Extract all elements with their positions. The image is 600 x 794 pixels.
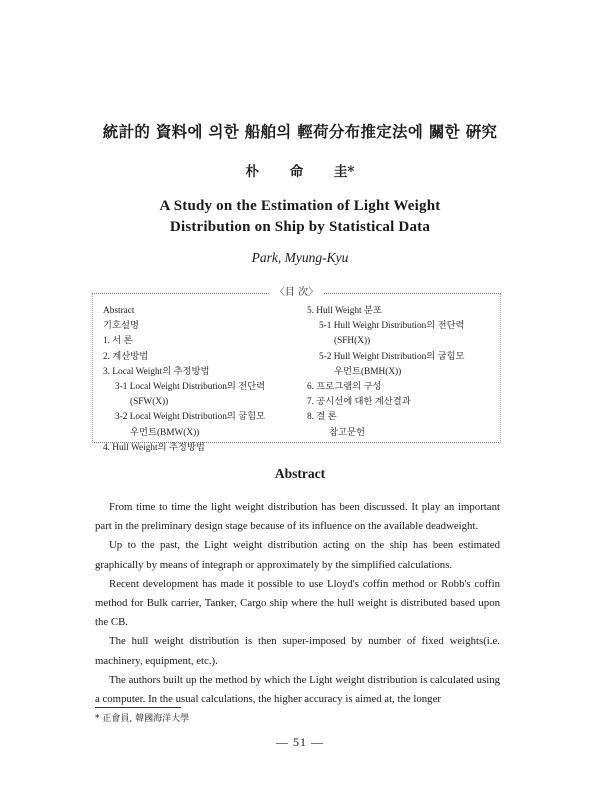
- table-of-contents: [92, 287, 501, 453]
- title-en-line-1: A Study on the Estimation of Light Weight: [159, 198, 441, 214]
- author-name-english: Park, Myung-Kyu: [251, 250, 349, 265]
- toc-item: 6. 프로그램의 구성: [307, 382, 382, 393]
- toc-item: 우먼트(BMH(X)): [334, 366, 402, 377]
- abstract-paragraph: The hull weight distribution is then super-imposed by number of fixed weights(i.e. machinery, equipment, etc.).: [95, 635, 500, 667]
- toc-right-column: [307, 304, 497, 441]
- toc-heading: 〈目 次〉: [269, 287, 324, 298]
- toc-item: 7. 공시선에 대한 계산결과: [307, 397, 411, 408]
- author-name-korean: 朴 命 圭*: [245, 164, 355, 180]
- footnote: * 正會員, 韓國海洋大學: [95, 714, 190, 724]
- page-number: — 51 —: [276, 735, 324, 749]
- abstract-paragraph: Recent development has made it possible to use Lloyd's coffin method or Robb's coffin method for Bulk carrier, Tanker, Cargo ship where the hull weight is distributed based upon the CB.: [95, 577, 500, 629]
- toc-item: (SFW(X)): [130, 397, 169, 408]
- toc-item: 3-1 Local Weight Distribution의 전단력: [115, 382, 266, 393]
- paper-title-korean: 統計的 資料에 의한 船舶의 輕荷分布推定法에 關한 硏究: [102, 122, 498, 141]
- abstract-paragraph: From time to time the light weight distribution has been discussed. It play an important part in the preliminary design stage because of its influence on the available deadweight.: [95, 501, 500, 533]
- footnote-rule: [95, 707, 181, 708]
- toc-item: 5. Hull Weight 분포: [307, 306, 382, 316]
- toc-item: 참고문헌: [329, 427, 365, 438]
- toc-item: 3. Local Weight의 추정방법: [103, 366, 210, 377]
- abstract-paragraph: The authors built up the method by which the Light weight distribution is calculated using a computer. In the usual calculations, the higher accuracy is aimed at, the longer: [95, 673, 500, 706]
- toc-item: 8. 결 론: [307, 412, 337, 423]
- paper-title-english: [0, 196, 600, 238]
- toc-item: (SFH(X)): [334, 336, 371, 347]
- toc-item: 5-2 Hull Weight Distribution의 굽힘모: [319, 351, 465, 362]
- toc-item: 3-2 Local Weight Distribution의 굽힘모: [115, 412, 266, 423]
- toc-item: Abstract: [103, 306, 135, 316]
- toc-item: 4. Hull Weight의 추정방법: [103, 442, 205, 453]
- title-en-line-2: Distribution on Ship by Statistical Data: [169, 219, 431, 235]
- toc-left-column: [103, 304, 303, 456]
- toc-item: 기호설명: [103, 321, 139, 332]
- toc-item: 1. 서 론: [103, 336, 133, 347]
- abstract-paragraph: Up to the past, the Light weight distribution acting on the ship has been estimated graphically by means of integraph or approximately by the simplified calculations.: [95, 539, 500, 571]
- toc-item: 5-1 Hull Weight Distribution의 전단력: [319, 321, 465, 332]
- abstract-heading: Abstract: [274, 466, 326, 481]
- abstract-body: [95, 498, 500, 709]
- toc-item: 2. 계산방법: [103, 351, 149, 362]
- toc-item: 우먼트(BMW(X)): [130, 427, 200, 438]
